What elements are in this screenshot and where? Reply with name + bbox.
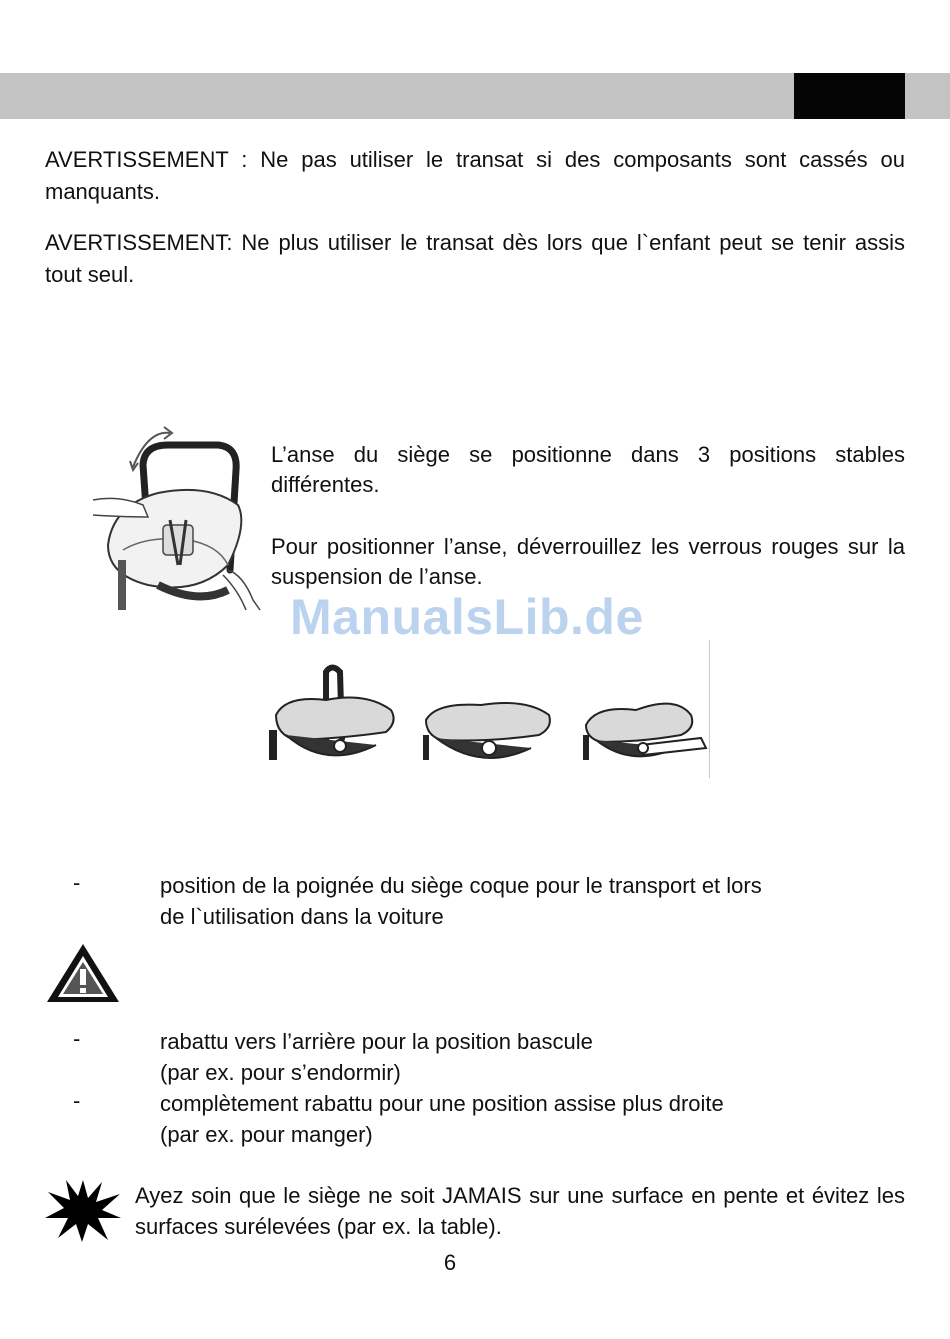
list-item-line: complètement rabattu pour une position assise plus droite [160, 1091, 724, 1116]
warning-paragraph-1: AVERTISSEMENT : Ne pas utiliser le transat si des composants sont cassés ou manquants. [45, 147, 905, 204]
list-item-line: rabattu vers l’arrière pour la position bascule [160, 1029, 593, 1054]
list-item-line: position de la poignée du siège coque pour le transport et lors [160, 873, 762, 898]
divider-line [709, 640, 710, 778]
watermark: ManualsLib.de [290, 589, 644, 645]
warning-triangle-icon [45, 942, 121, 1004]
list-dash: - [73, 870, 81, 895]
handle-positions-text: L’anse du siège se positionne dans 3 positions stables différentes. [271, 442, 905, 497]
warning-paragraph-2: AVERTISSEMENT: Ne plus utiliser le transat dès lors que l`enfant peut se tenir assis tout seul. [45, 230, 905, 287]
page-number: 6 [443, 1250, 457, 1275]
caution-text: Ayez soin que le siège ne soit JAMAIS sur une surface en pente et évitez les surfaces surélevées (par ex. la table). [135, 1183, 905, 1239]
list-dash: - [73, 1088, 81, 1113]
list-item-carry-position [160, 870, 880, 932]
list-item-line: de l`utilisation dans la voiture [160, 904, 444, 929]
list-item-line: (par ex. pour manger) [160, 1122, 373, 1147]
handle-rotation-illustration [88, 425, 263, 615]
seat-position-upright [269, 668, 394, 761]
list-item-upright-position [160, 1088, 880, 1150]
starburst-icon [44, 1178, 122, 1244]
handle-unlock-text: Pour positionner l’anse, déverrouillez les verrous rouges sur la suspension de l’anse. [271, 534, 905, 589]
seat-positions-illustration [266, 660, 711, 770]
list-item-rocking-position [160, 1026, 880, 1088]
list-item-line: (par ex. pour s’endormir) [160, 1060, 401, 1085]
header-tab [794, 73, 905, 119]
seat-position-back [423, 703, 550, 760]
seat-position-folded [583, 704, 706, 760]
list-dash: - [73, 1026, 81, 1051]
